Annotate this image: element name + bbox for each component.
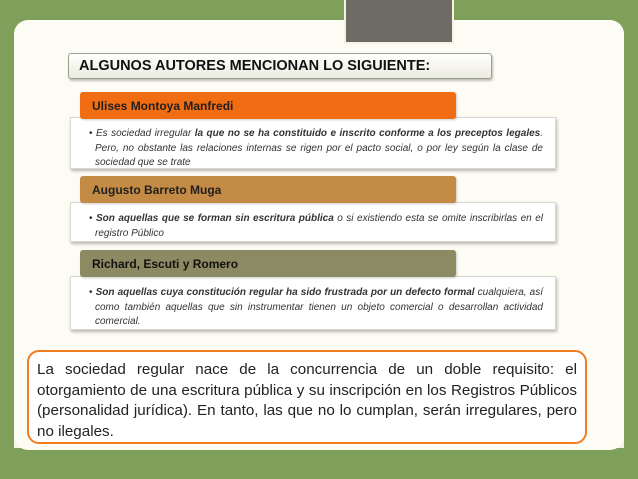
section-card-montoya — [70, 117, 556, 169]
section-header-montoya: Ulises Montoya Manfredi — [80, 92, 456, 119]
decorative-tab — [344, 0, 454, 44]
section-header-richard: Richard, Escuti y Romero — [80, 250, 456, 277]
slide-title: ALGUNOS AUTORES MENCIONAN LO SIGUIENTE: — [68, 53, 492, 79]
frame-bottom — [0, 448, 638, 479]
frame-right — [624, 0, 638, 479]
section-card-barreto — [70, 202, 556, 242]
frame-left — [0, 0, 14, 479]
section-text: • Son aquellas que se forman sin escritura pública o si existiendo esta se omite inscribirlas en el registro Público — [89, 213, 543, 239]
section-card-richard — [70, 276, 556, 330]
summary-box: La sociedad regular nace de la concurrencia de un doble requisito: el otorgamiento de una escritura pública y su inscripción en los Registros Públicos (personalidad jurídica). En tanto, las que no lo cumplan, serán irregulares, pero no ilegales. — [27, 350, 587, 444]
section-header-barreto: Augusto Barreto Muga — [80, 176, 456, 203]
section-text: • Es sociedad irregular la que no se ha constituido e inscrito conforme a los preceptos legales. Pero, no obstante las relaciones internas se rigen por el pacto social, o por ley según la clase de sociedad que se trate — [89, 128, 543, 168]
section-text: • Son aquellas cuya constitución regular ha sido frustrada por un defecto formal cualquiera, así como también aquellas que sin instrumentar tienen un objeto comercial o desarrollan actividad comercial. — [89, 287, 544, 327]
